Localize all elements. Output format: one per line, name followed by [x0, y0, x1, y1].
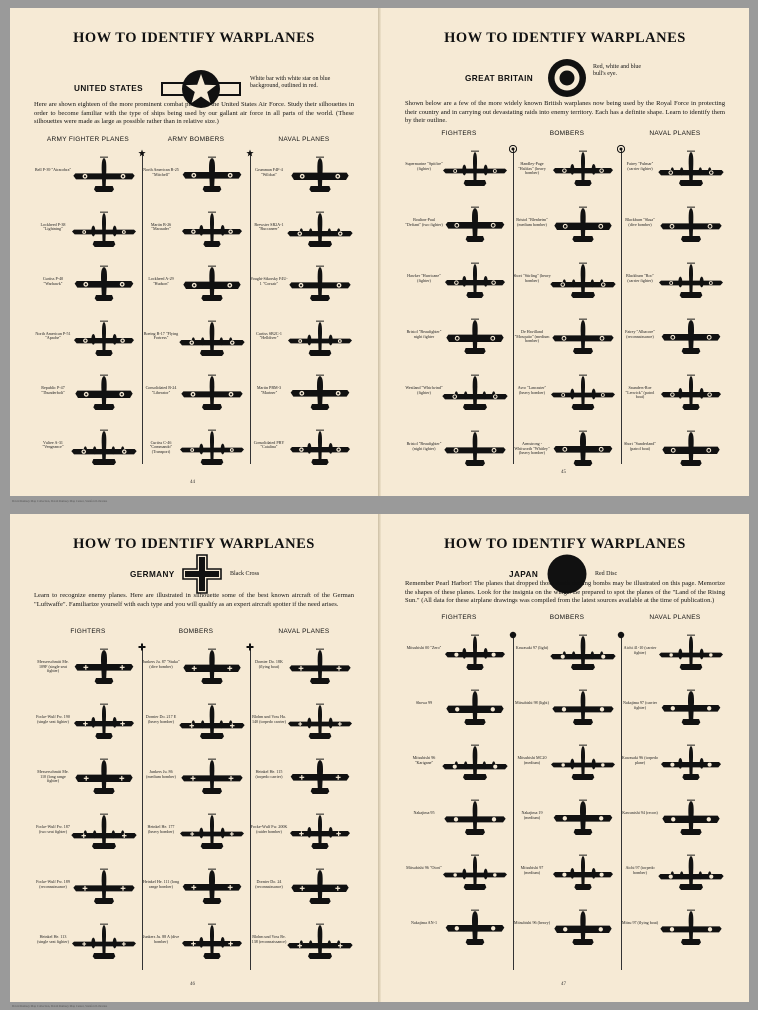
plane-name: Supermarine "Spitfire" (fighter)	[405, 161, 443, 171]
emblem-description: White bar with white star on blue background, outlined in red.	[250, 76, 331, 90]
plane-name: Nakajima 95	[413, 810, 435, 815]
plane-name: Mitsubishi MC20 (medium)	[517, 755, 547, 765]
plane-entry	[513, 428, 621, 484]
column-heading: NAVAL PLANES	[278, 136, 330, 143]
plane-entry	[405, 260, 513, 316]
plane-entry	[34, 318, 142, 373]
plane-name: Lockheed A-29 "Hudson"	[148, 276, 174, 286]
plane-entry	[405, 797, 513, 852]
country-name: JAPAN	[509, 570, 539, 579]
plane-entry	[250, 701, 358, 756]
plane-entry	[405, 316, 513, 372]
plane-entry	[513, 852, 621, 907]
plane-name: Vultee A-31 "Vengeance"	[42, 439, 64, 450]
column-divider	[142, 152, 143, 464]
plane-name: Messerschmitt Me. 110 (long range fighter)	[37, 769, 69, 784]
plane-entry	[34, 756, 142, 811]
intro-paragraph: Here are shown eighteen of the more prominent combat planes of the United States Air Force. Study their silhouettes in order to become familiar with the type of ships being used by our gallant air force in all parts of the world. (These silhouettes were made as large as possible rather than in relative size.)	[34, 101, 354, 126]
plane-entry	[142, 646, 250, 701]
plane-entry	[405, 148, 513, 204]
column-heading: FIGHTERS	[70, 628, 106, 635]
plane-entry	[142, 427, 250, 482]
plane-name: Heinkel He. 177 (heavy bomber)	[147, 824, 175, 834]
plane-entry	[142, 921, 250, 976]
plane-name: Curtiss P-40 "Warhawk"	[42, 276, 64, 286]
plane-name: Westland "Whirlwind" (fighter)	[405, 385, 443, 395]
plane-entry	[34, 646, 142, 701]
plane-name: Kawasaki 96 (torpedo plane)	[621, 755, 659, 765]
plane-entry	[250, 646, 358, 701]
plane-entry	[513, 632, 621, 687]
plane-entry	[621, 742, 729, 797]
plane-name: Boulton-Paul "Defiant" (two fighter)	[405, 217, 443, 227]
plane-entry	[621, 907, 729, 962]
page-title: HOW TO IDENTIFY WARPLANES	[444, 30, 686, 46]
roundel-icon	[617, 140, 625, 148]
plane-entry	[513, 372, 621, 428]
column-divider	[250, 646, 251, 970]
plane-entry	[142, 756, 250, 811]
plane-entry	[621, 204, 729, 260]
plane-name: Fairey "Albacore" (reconnaissance)	[625, 329, 655, 339]
country-name: GREAT BRITAIN	[465, 74, 534, 83]
plane-entry	[405, 372, 513, 428]
page-number: 46	[190, 982, 195, 987]
column-divider	[621, 634, 622, 970]
plane-entry	[513, 907, 621, 962]
plane-entry	[513, 687, 621, 742]
column-heading: ARMY FIGHTER PLANES	[46, 136, 130, 143]
plane-name: Nakajima 97 (carrier fighter)	[622, 700, 658, 710]
column-divider	[513, 634, 514, 970]
plane-entry	[513, 742, 621, 797]
plane-name: Armstrong - Whitworth "Whitley" (heavy bomber)	[514, 441, 550, 456]
plane-name: Boeing B-17 "Flying Fortress"	[143, 330, 179, 341]
plane-entry	[621, 797, 729, 852]
plane-name: Mitsu 97 (flying boat)	[621, 920, 659, 925]
plane-name: Lockheed P-38 "Lightning"	[40, 221, 66, 232]
plane-name: Handley-Page "Halifax" (heavy bomber)	[518, 161, 546, 176]
column-heading: FIGHTERS	[441, 130, 477, 137]
plane-entry	[250, 318, 358, 373]
plane-entry	[34, 921, 142, 976]
plane-name: Showa 99	[415, 700, 433, 705]
column-heading: NAVAL PLANES	[278, 628, 330, 635]
plane-entry	[34, 427, 142, 482]
plane-name: Brewster SB2A-1 "Buccaneer"	[254, 221, 284, 232]
plane-entry	[142, 866, 250, 921]
plane-name: Mitsubishi 98 (light)	[515, 700, 549, 705]
roundel-icon	[547, 58, 587, 103]
plane-entry	[250, 263, 358, 318]
emblem-description: Black Cross	[230, 571, 260, 577]
plane-name: Junkers Ju. 88 A (dive bomber)	[142, 934, 180, 944]
plane-name: Martin PBM-3 "Mariner"	[256, 385, 282, 395]
plane-entry	[142, 154, 250, 209]
intro-paragraph: Learn to recognize enemy planes. Here are illustrated in silhouette some of the best known aircraft of the German "Luftwaffe". Familiarize yourself with each type and you will qualify as an expert aircraft spotter if the need arises.	[34, 592, 354, 608]
plane-name: Short "Stirling" (heavy bomber)	[513, 273, 551, 283]
plane-entry	[621, 632, 729, 687]
plane-entry	[621, 372, 729, 428]
plane-entry	[34, 154, 142, 209]
plane-entry	[405, 204, 513, 260]
plane-entry	[621, 316, 729, 372]
page-number: 44	[190, 480, 195, 485]
plane-name: Heinkel He. 115 (torpedo carrier)	[255, 769, 283, 779]
footer-credit: David Rumsey Map Collection, David Rumsey Map Center, Stanford Libraries	[12, 499, 108, 503]
plane-name: De Havilland "Mosquito" (medium bomber)	[514, 329, 550, 344]
page-title: HOW TO IDENTIFY WARPLANES	[444, 536, 686, 552]
column-divider	[250, 152, 251, 464]
plane-name: Republic P-47 "Thunderbolt"	[41, 385, 65, 395]
cross-icon	[138, 638, 146, 646]
plane-entry	[405, 428, 513, 484]
plane-entry	[513, 260, 621, 316]
plane-entry	[405, 632, 513, 687]
dot-icon	[509, 626, 517, 634]
column-heading: BOMBERS	[549, 614, 585, 621]
plane-name: Junkers Ju. 86 (medium bomber)	[146, 769, 176, 779]
plane-entry	[513, 316, 621, 372]
plane-name: Curtiss C-46 "Commando" (Transport)	[149, 439, 173, 454]
plane-name: Consolidated PBY "Catalina"	[253, 439, 285, 450]
plane-name: Junkers Ju. 87 "Stuka" (dive bomber)	[142, 659, 180, 669]
plane-entry	[621, 687, 729, 742]
plane-entry	[405, 852, 513, 907]
plane-name: Avro "Lancaster" (heavy bomber)	[517, 385, 547, 395]
plane-entry	[250, 427, 358, 482]
column-divider	[621, 148, 622, 464]
plane-entry	[621, 428, 729, 484]
cross-icon	[246, 638, 254, 646]
plane-entry	[142, 263, 250, 318]
plane-name: Bell P-39 "Airacobra"	[34, 167, 72, 172]
column-divider	[513, 148, 514, 464]
plane-entry	[513, 204, 621, 260]
plane-entry	[513, 797, 621, 852]
plane-entry	[142, 701, 250, 756]
plane-entry	[142, 209, 250, 264]
plane-name: Dornier Do. 217 E (heavy bomber)	[145, 714, 177, 724]
footer-credit: David Rumsey Map Collection, David Rumsey Map Center, Stanford Libraries	[12, 1004, 108, 1008]
plane-name: Mitsubishi 96 (heavy)	[513, 920, 551, 925]
plane-entry	[405, 687, 513, 742]
plane-entry	[250, 372, 358, 427]
plane-name: Fairey "Fulmar" (carrier fighter)	[626, 161, 654, 171]
plane-name: Mitsubishi 96 "Karigane"	[412, 755, 436, 765]
emblem-description: Red Disc	[595, 571, 618, 577]
plane-name: Short "Sunderland" (patrol boat)	[624, 441, 656, 451]
plane-name: Martin B-26 "Marauder"	[150, 221, 172, 232]
column-heading: ARMY BOMBERS	[167, 136, 225, 143]
page-us	[10, 8, 378, 496]
star-icon	[246, 144, 254, 152]
page-title: HOW TO IDENTIFY WARPLANES	[73, 30, 315, 46]
intro-paragraph: Shown below are a few of the more widely known British warplanes now being used by the Royal Force in protecting their country and in carrying out devastating raids into enemy territory. Each has a definite shape. Learn to identify them by their outline.	[405, 100, 725, 125]
page-title: HOW TO IDENTIFY WARPLANES	[73, 536, 315, 552]
plane-name: Blohm und Voss Ha. 140 (torpedo carrier)	[251, 714, 287, 724]
plane-name: Vought-Sikorsky F4U-1 "Corsair"	[250, 276, 288, 286]
plane-name: Heinkel He. 111 (long range bomber)	[142, 879, 180, 889]
column-heading: NAVAL PLANES	[649, 614, 701, 621]
intro-paragraph: Remember Pearl Harbor! The planes that dropped those death dealing bombs may be illustrated on this page. Memorize the shapes of these planes. Look for the insignia on the wings. Be prepared to spot the planes of the "Land of the Rising Sun." (All data for these airplane drawings was compiled from the latest sources available at the time of publication.)	[405, 580, 725, 605]
dot-icon	[617, 626, 625, 634]
plane-entry	[34, 866, 142, 921]
plane-name: Focke-Wulf Fw. 200K (raider bomber)	[250, 824, 288, 834]
plane-entry	[34, 701, 142, 756]
plane-entry	[34, 263, 142, 318]
plane-entry	[250, 866, 358, 921]
plane-entry	[34, 811, 142, 866]
plane-entry	[405, 742, 513, 797]
page-number: 45	[561, 470, 566, 475]
plane-name: Blackburn "Roc" (carrier fighter)	[625, 273, 654, 283]
plane-name: Focke-Wulf Fw. 190 (single seat fighter)	[36, 714, 70, 724]
plane-name: Mitsubishi 96 "Otori"	[406, 865, 442, 870]
plane-name: Saunders-Roe "Lerwick" (patrol boat)	[625, 385, 655, 400]
plane-entry	[250, 921, 358, 976]
plane-name: Curtiss SB2C-1 "Helldiver"	[256, 330, 282, 341]
plane-name: Focke-Wulf Fw. 187 (two seat fighter)	[36, 824, 70, 834]
plane-entry	[405, 907, 513, 962]
plane-entry	[142, 811, 250, 866]
plane-entry	[621, 852, 729, 907]
plane-name: Aichi 41-10 (carrier fighter)	[623, 645, 657, 655]
plane-entry	[34, 372, 142, 427]
plane-entry	[513, 148, 621, 204]
page-gb	[381, 8, 749, 496]
plane-name: Mitsubishi 00 "Zero"	[406, 645, 442, 650]
plane-name: Hawker "Hurricane" (fighter)	[407, 273, 441, 283]
roundel-icon	[509, 140, 517, 148]
plane-entry	[250, 209, 358, 264]
plane-name: Bristol "Beaufighter" (night fighter)	[406, 441, 442, 451]
plane-name: Heinkel He. 113 (single seat fighter)	[37, 934, 69, 944]
star-icon	[138, 144, 146, 152]
country-name: GERMANY	[130, 570, 175, 579]
column-divider	[142, 646, 143, 970]
plane-name: Nakajima 19 (medium)	[521, 810, 543, 820]
column-heading: NAVAL PLANES	[649, 130, 701, 137]
plane-name: Messerschmitt Me. 109F (single seat fighter)	[37, 659, 69, 674]
plane-entry	[142, 318, 250, 373]
plane-name: North American P-51 "Apache"	[35, 330, 71, 341]
page-de	[10, 514, 378, 1002]
plane-name: Kawasaki 97 (light)	[515, 645, 549, 650]
plane-name: Dornier Do. 18K (flying boat)	[255, 659, 283, 669]
plane-name: Focke-Wulf Fw. 189 (reconnaissance)	[36, 879, 70, 889]
plane-entry	[250, 154, 358, 209]
plane-entry	[621, 260, 729, 316]
plane-name: Nakajima AN-1	[410, 920, 438, 925]
plane-name: North American B-25 "Mitchell"	[143, 167, 179, 177]
plane-name: Grumman F4F-4 "Wildcat"	[255, 167, 283, 177]
column-heading: BOMBERS	[178, 628, 214, 635]
page-number: 47	[561, 982, 566, 987]
page-jp	[381, 514, 749, 1002]
plane-name: Dornier Do. 24 (reconnaissance)	[255, 879, 283, 889]
plane-name: Blohm und Voss Bv. 138 (reconnaissance)	[251, 934, 287, 944]
column-heading: BOMBERS	[549, 130, 585, 137]
plane-name: Bristol "Blenheim" (medium bomber)	[516, 217, 548, 227]
plane-name: Consolidated B-24 "Liberator"	[145, 385, 177, 395]
plane-name: Bristol "Beaufighter" night fighter	[406, 329, 442, 339]
plane-entry	[621, 148, 729, 204]
plane-entry	[142, 372, 250, 427]
plane-entry	[34, 209, 142, 264]
plane-entry	[250, 756, 358, 811]
column-heading: FIGHTERS	[441, 614, 477, 621]
plane-name: Mitsubishi 97 (medium)	[520, 865, 544, 875]
plane-name: Kawanishi 94 (recon)	[622, 810, 658, 815]
country-name: UNITED STATES	[74, 84, 144, 93]
emblem-description: Red, white and blue bull's eye.	[593, 64, 641, 78]
plane-name: Aichi 97 (torpedo bomber)	[625, 865, 655, 875]
plane-name: Blackburn "Skua" (dive bomber)	[625, 217, 655, 227]
plane-entry	[250, 811, 358, 866]
